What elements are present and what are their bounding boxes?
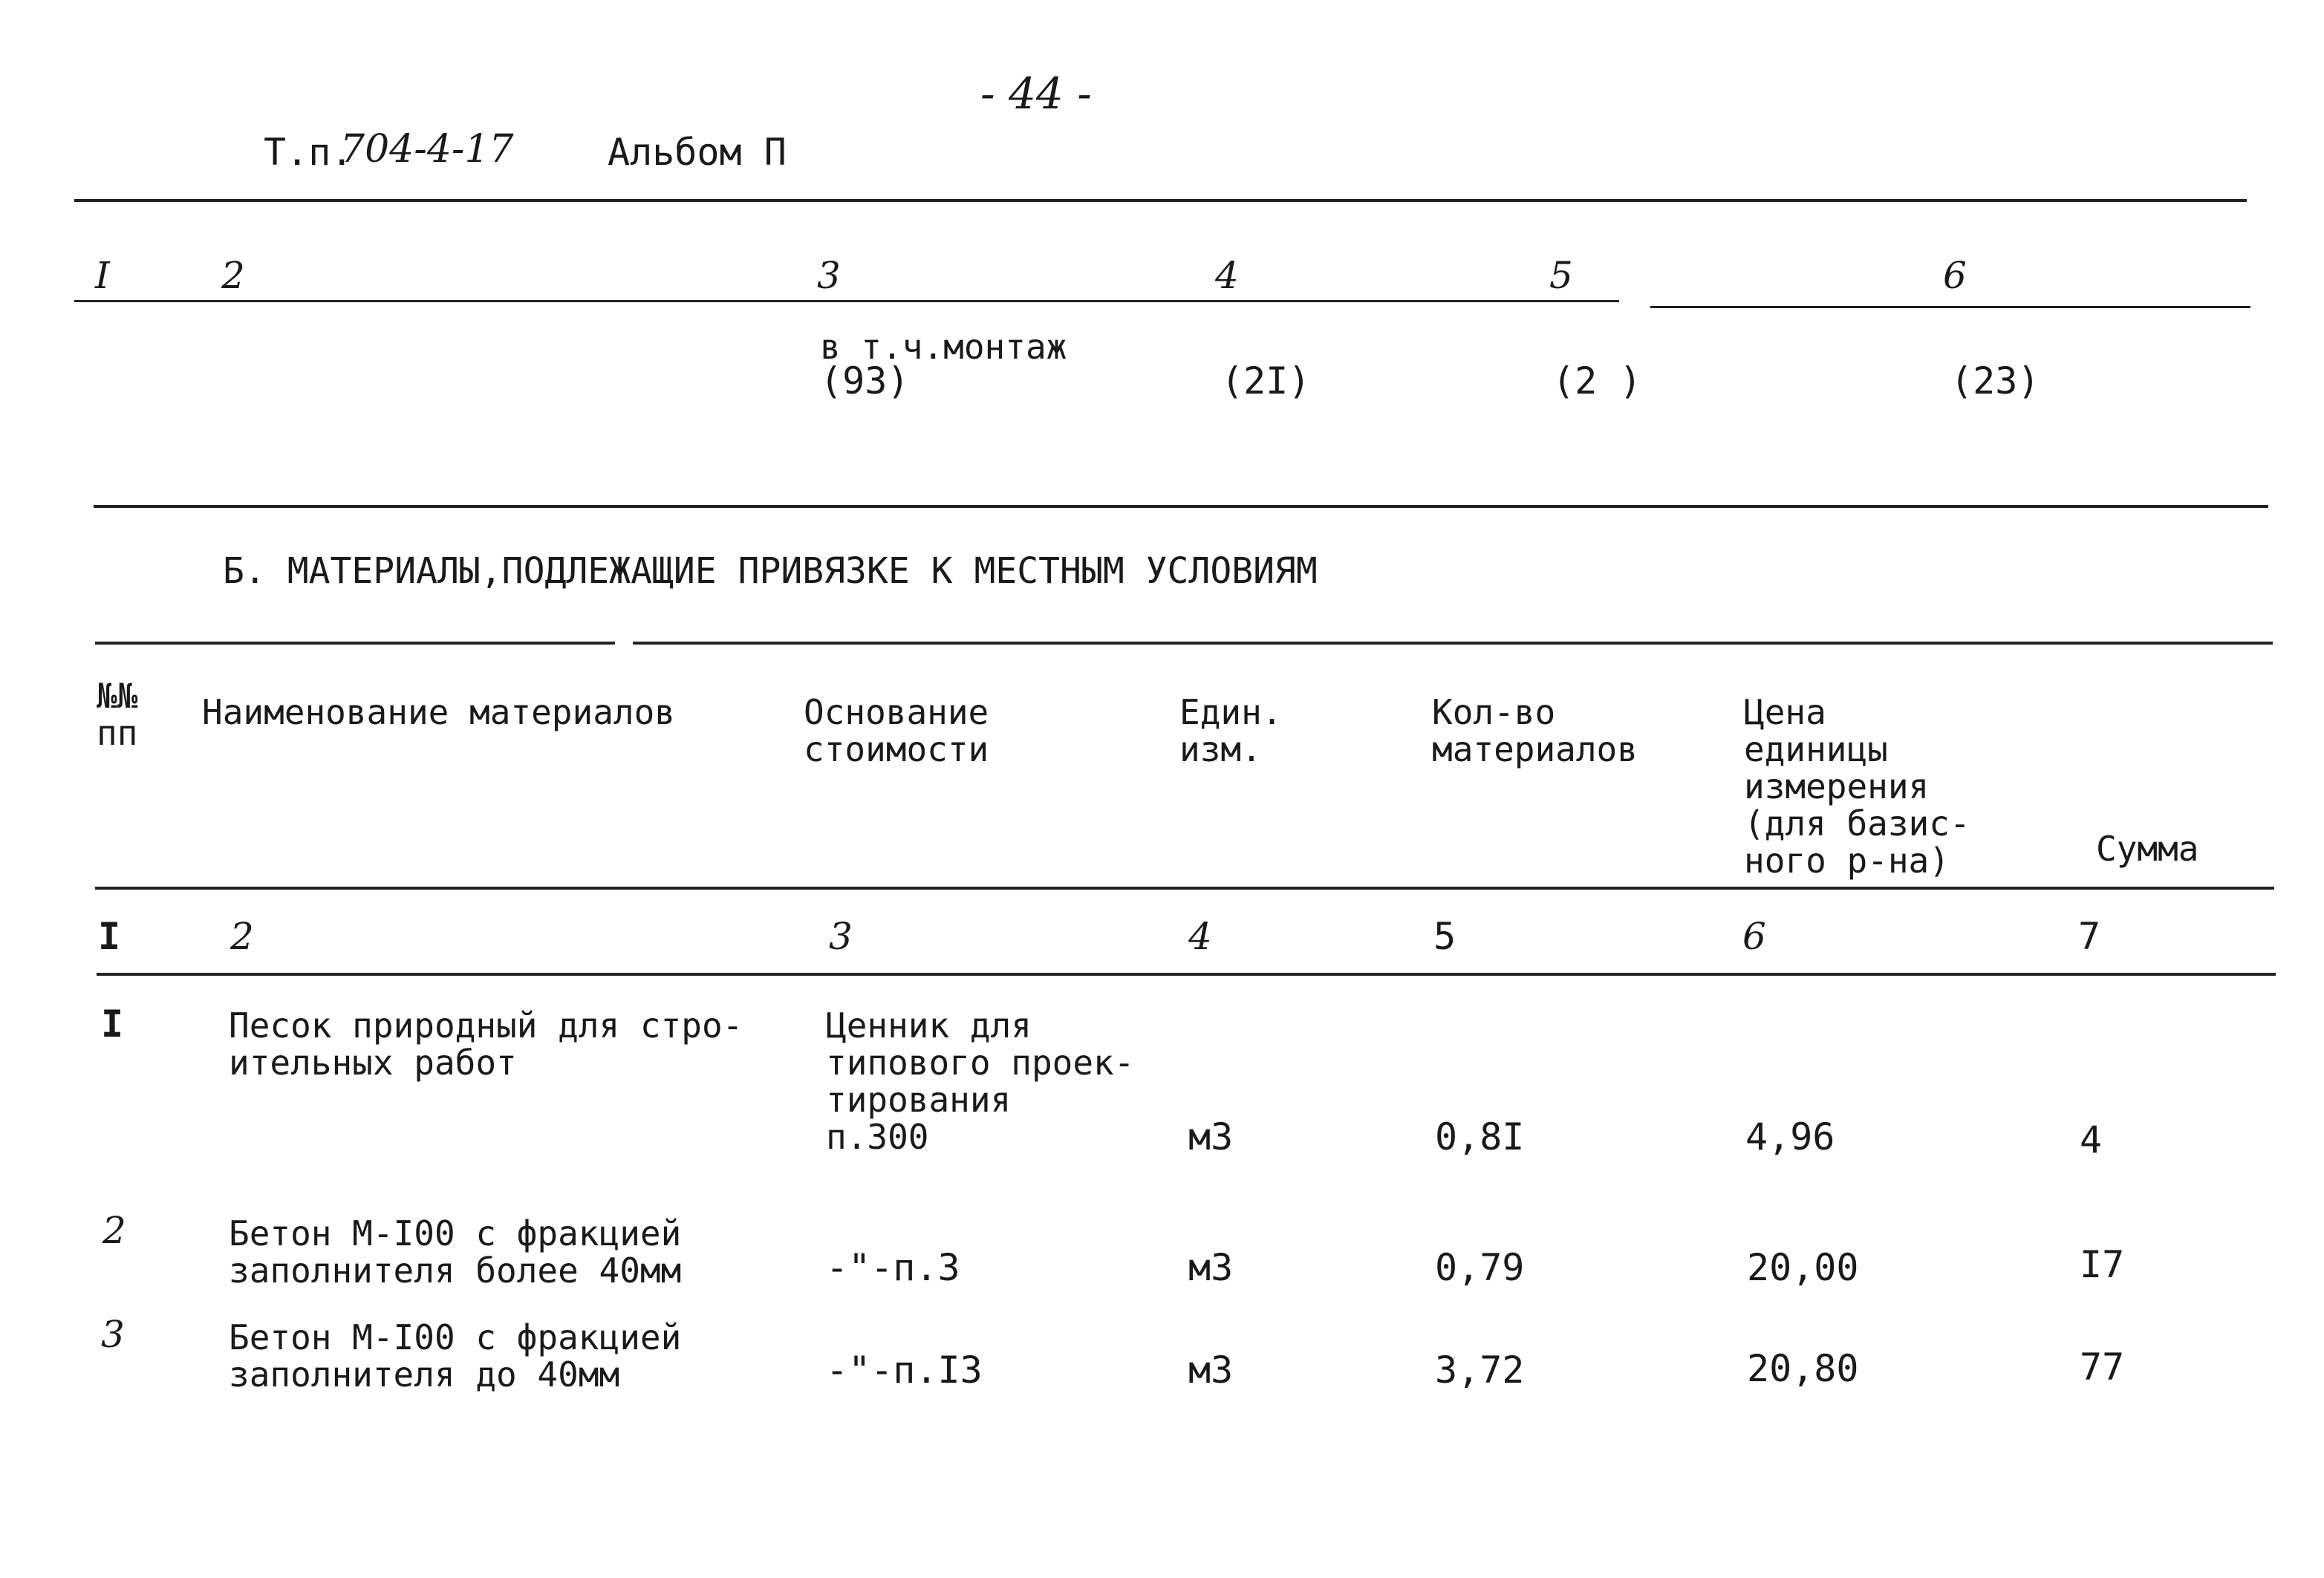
header-qty: Кол-во материалов <box>1432 692 1638 769</box>
top-table-column-rule-right <box>1650 306 2250 308</box>
unit: м3 <box>1188 1246 1234 1289</box>
column-number-1: I <box>98 915 121 958</box>
project-code: 704-4-17 <box>340 127 514 172</box>
top-col-number-1: I <box>95 254 110 297</box>
column-number-7: 7 <box>2078 915 2101 958</box>
header-num: №№ пп <box>97 676 138 753</box>
top-col-number-6: 6 <box>1943 254 1967 297</box>
unit: м3 <box>1188 1349 1234 1392</box>
cost-basis: -"-п.I3 <box>826 1349 983 1392</box>
header-name: Наименование материалов <box>202 692 675 732</box>
album-label: Альбом П <box>608 131 787 174</box>
unit-price: 20,80 <box>1747 1347 1859 1390</box>
row-number: 3 <box>101 1313 125 1356</box>
quantity: 3,72 <box>1435 1349 1525 1392</box>
top-col-number-3: 3 <box>817 254 841 297</box>
unit-price: 20,00 <box>1747 1246 1859 1289</box>
top-value-col5: (2 ) <box>1552 359 1642 402</box>
top-value-col3: (93) <box>820 359 910 402</box>
sum: 77 <box>2080 1346 2125 1389</box>
unit: м3 <box>1188 1115 1234 1158</box>
top-col-number-2: 2 <box>221 254 245 297</box>
column-number-6: 6 <box>1742 915 1766 958</box>
top-value-col4: (2I) <box>1221 359 1311 402</box>
page-number: - 44 - <box>980 68 1092 119</box>
top-table-column-rule <box>74 300 1619 302</box>
column-number-4: 4 <box>1188 915 1212 958</box>
materials-table-top-rule-left <box>95 642 615 645</box>
column-number-2: 2 <box>230 915 254 958</box>
quantity: 0,8I <box>1435 1115 1525 1158</box>
row-number: I <box>101 1002 124 1046</box>
material-name: Бетон М-I00 с фракцией заполнителя до 40мм <box>229 1317 682 1395</box>
top-row-label: в т.ч.монтаж <box>820 327 1067 367</box>
header-basis: Основание стоимости <box>804 692 989 769</box>
header-divider <box>74 199 2247 202</box>
cost-basis: Ценник для типового проек- тирования п.300 <box>826 1005 1135 1157</box>
sum: I7 <box>2080 1243 2125 1286</box>
materials-table-top-rule-right <box>633 642 2273 645</box>
material-name: Бетон М-I00 с фракцией заполнителя более 40мм <box>229 1213 682 1291</box>
header-sum: Сумма <box>2096 829 2199 869</box>
row-number: 2 <box>102 1209 126 1252</box>
top-value-col6: (23) <box>1950 359 2040 402</box>
material-name: Песок природный для стро- ительных работ <box>229 1005 743 1083</box>
header-price: Цена единицы измерения (для базис- ного р-на) <box>1744 692 1970 881</box>
cost-basis: -"-п.3 <box>826 1246 960 1289</box>
header-bottom-rule <box>95 887 2274 890</box>
column-numbers-bottom-rule <box>97 973 2276 976</box>
header-unit: Един. изм. <box>1179 692 1283 769</box>
section-title: Б. МАТЕРИАЛЫ,ПОДЛЕЖАЩИЕ ПРИВЯЗКЕ К МЕСТНЫМ УСЛОВИЯМ <box>223 550 1318 592</box>
unit-price: 4,96 <box>1745 1115 1835 1158</box>
column-number-5: 5 <box>1433 915 1456 958</box>
top-table-bottom-rule <box>94 505 2268 508</box>
quantity: 0,79 <box>1435 1246 1525 1289</box>
top-col-number-4: 4 <box>1215 254 1239 297</box>
project-prefix: Т.п. <box>264 131 354 174</box>
sum: 4 <box>2080 1118 2103 1161</box>
column-number-3: 3 <box>829 915 853 958</box>
top-col-number-5: 5 <box>1549 254 1573 297</box>
